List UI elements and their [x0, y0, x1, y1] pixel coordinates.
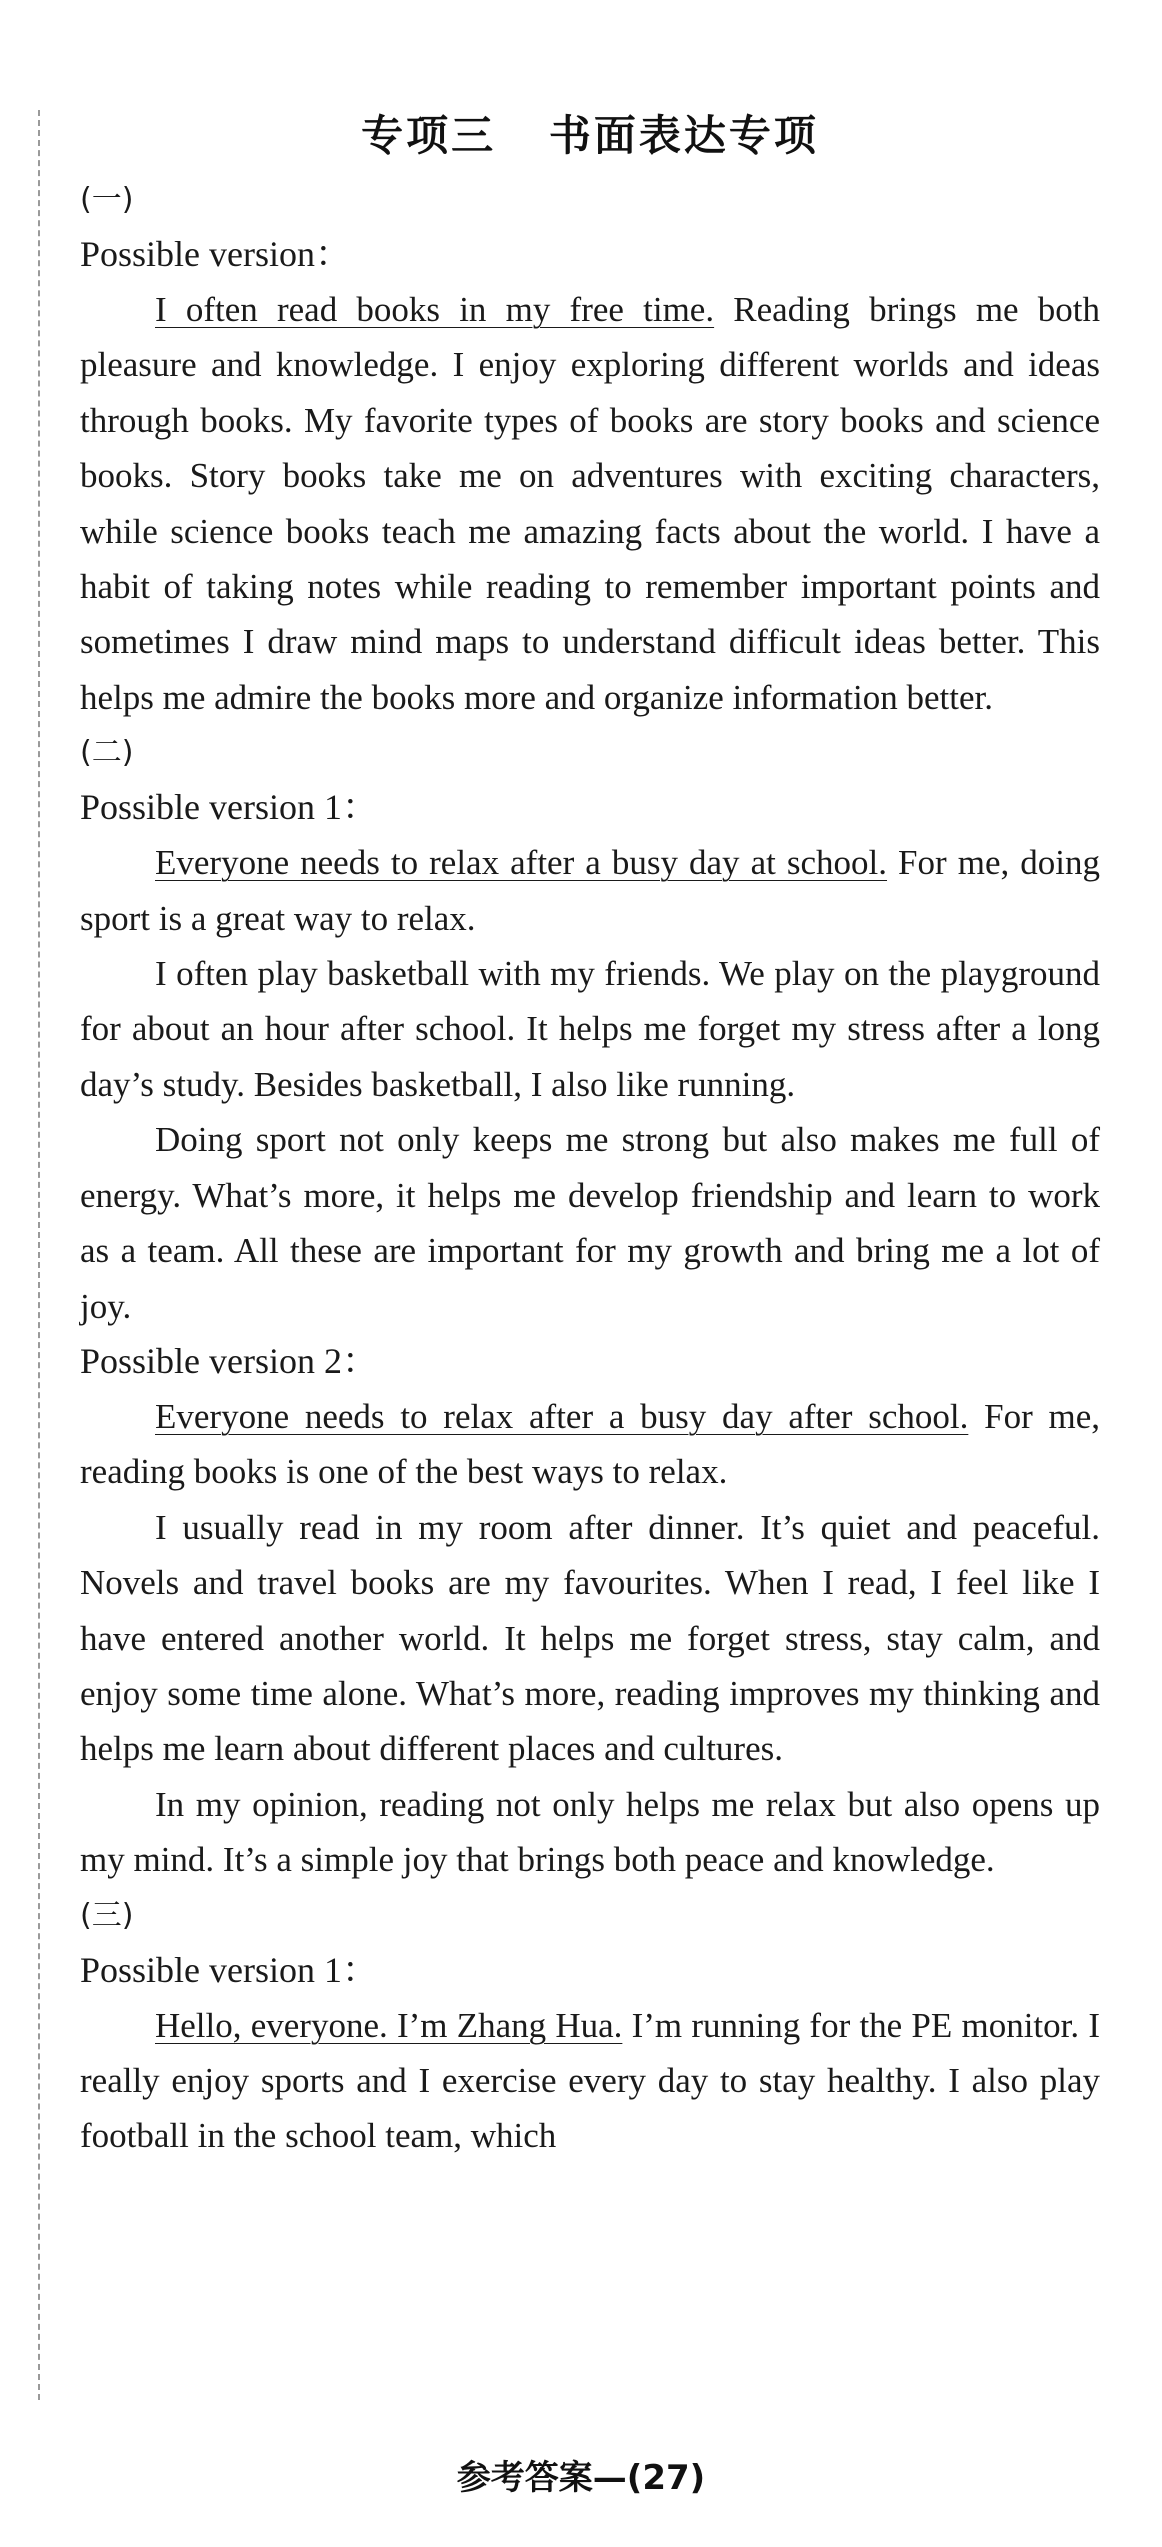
version-label: Possible version 2： — [80, 1340, 379, 1381]
essay-paragraph — [80, 1500, 1100, 1777]
paragraph-text: For me, doing sport is a great way to relax. — [80, 843, 1100, 938]
essay-paragraph — [80, 1998, 1100, 2164]
paragraph-text: I’m running for the PE monitor. I really enjoy sports and I exercise every day to stay healthy. I also play football in the school team, which — [80, 2005, 1100, 2156]
essay-paragraph — [80, 1777, 1100, 1888]
paragraph-text: Reading brings me both pleasure and knowledge. I enjoy exploring different worlds and ideas through books. My favorite types of books are story books and science books. Story books take me on adventures with exciting characters, while science books teach me amazing facts about the world. I have a habit of taking notes while reading to remember important points and sometimes I draw mind maps to understand difficult ideas better. This helps me admire the books more and organize information better. — [80, 290, 1101, 717]
underlined-sentence: I often read books in my free time. — [155, 290, 715, 329]
section-label: (一) — [80, 182, 134, 217]
essay-paragraph — [80, 946, 1100, 1112]
underlined-sentence: Hello, everyone. I’m Zhang Hua. — [155, 2005, 623, 2045]
paragraph-text: I usually read in my room after dinner. It’s quiet and peaceful. Novels and travel books are my favourites. When I read, I feel like I have entered another world. It helps me forget stress, stay calm, and enjoy some time alone. What’s more, reading improves my thinking and helps me learn about different places and cultures. — [80, 1507, 1100, 1769]
essay-paragraph — [80, 1389, 1100, 1500]
margin-dashed-line — [38, 110, 40, 2400]
paragraph-text: I often play basketball with my friends. We play on the playground for about an hour after school. It helps me forget my stress after a long day’s study. Besides basketball, I also like running. — [80, 954, 1100, 1104]
paragraph-text: In my opinion, reading not only helps me relax but also opens up my mind. It’s a simple joy that brings both peace and knowledge. — [80, 1784, 1100, 1880]
version-label: Possible version 1： — [80, 787, 379, 828]
essay-paragraph — [80, 835, 1100, 946]
essay-paragraph — [80, 1112, 1100, 1334]
underlined-sentence: Everyone needs to relax after a busy day at school. — [155, 843, 888, 883]
answer-page — [80, 100, 1100, 2164]
version-label: Possible version： — [80, 234, 352, 274]
paragraph-text: Doing sport not only keeps me strong but also makes me full of energy. What’s more, it helps me develop friendship and learn to work as a team. All these are important for my growth and bring me a lot of joy. — [80, 1120, 1100, 1326]
underlined-sentence: Everyone needs to relax after a busy day after school. — [155, 1396, 969, 1436]
section-label: (三) — [80, 1897, 134, 1933]
paragraph-text: For me, reading books is one of the best ways to relax. — [80, 1396, 1100, 1492]
version-label: Possible version 1： — [80, 1949, 379, 1990]
page-title: 专项三 书面表达专项 — [361, 111, 819, 160]
essay-paragraph — [80, 282, 1100, 725]
section-label: (二) — [80, 735, 134, 771]
page-footer: 参考答案—(27) — [456, 2458, 706, 2498]
